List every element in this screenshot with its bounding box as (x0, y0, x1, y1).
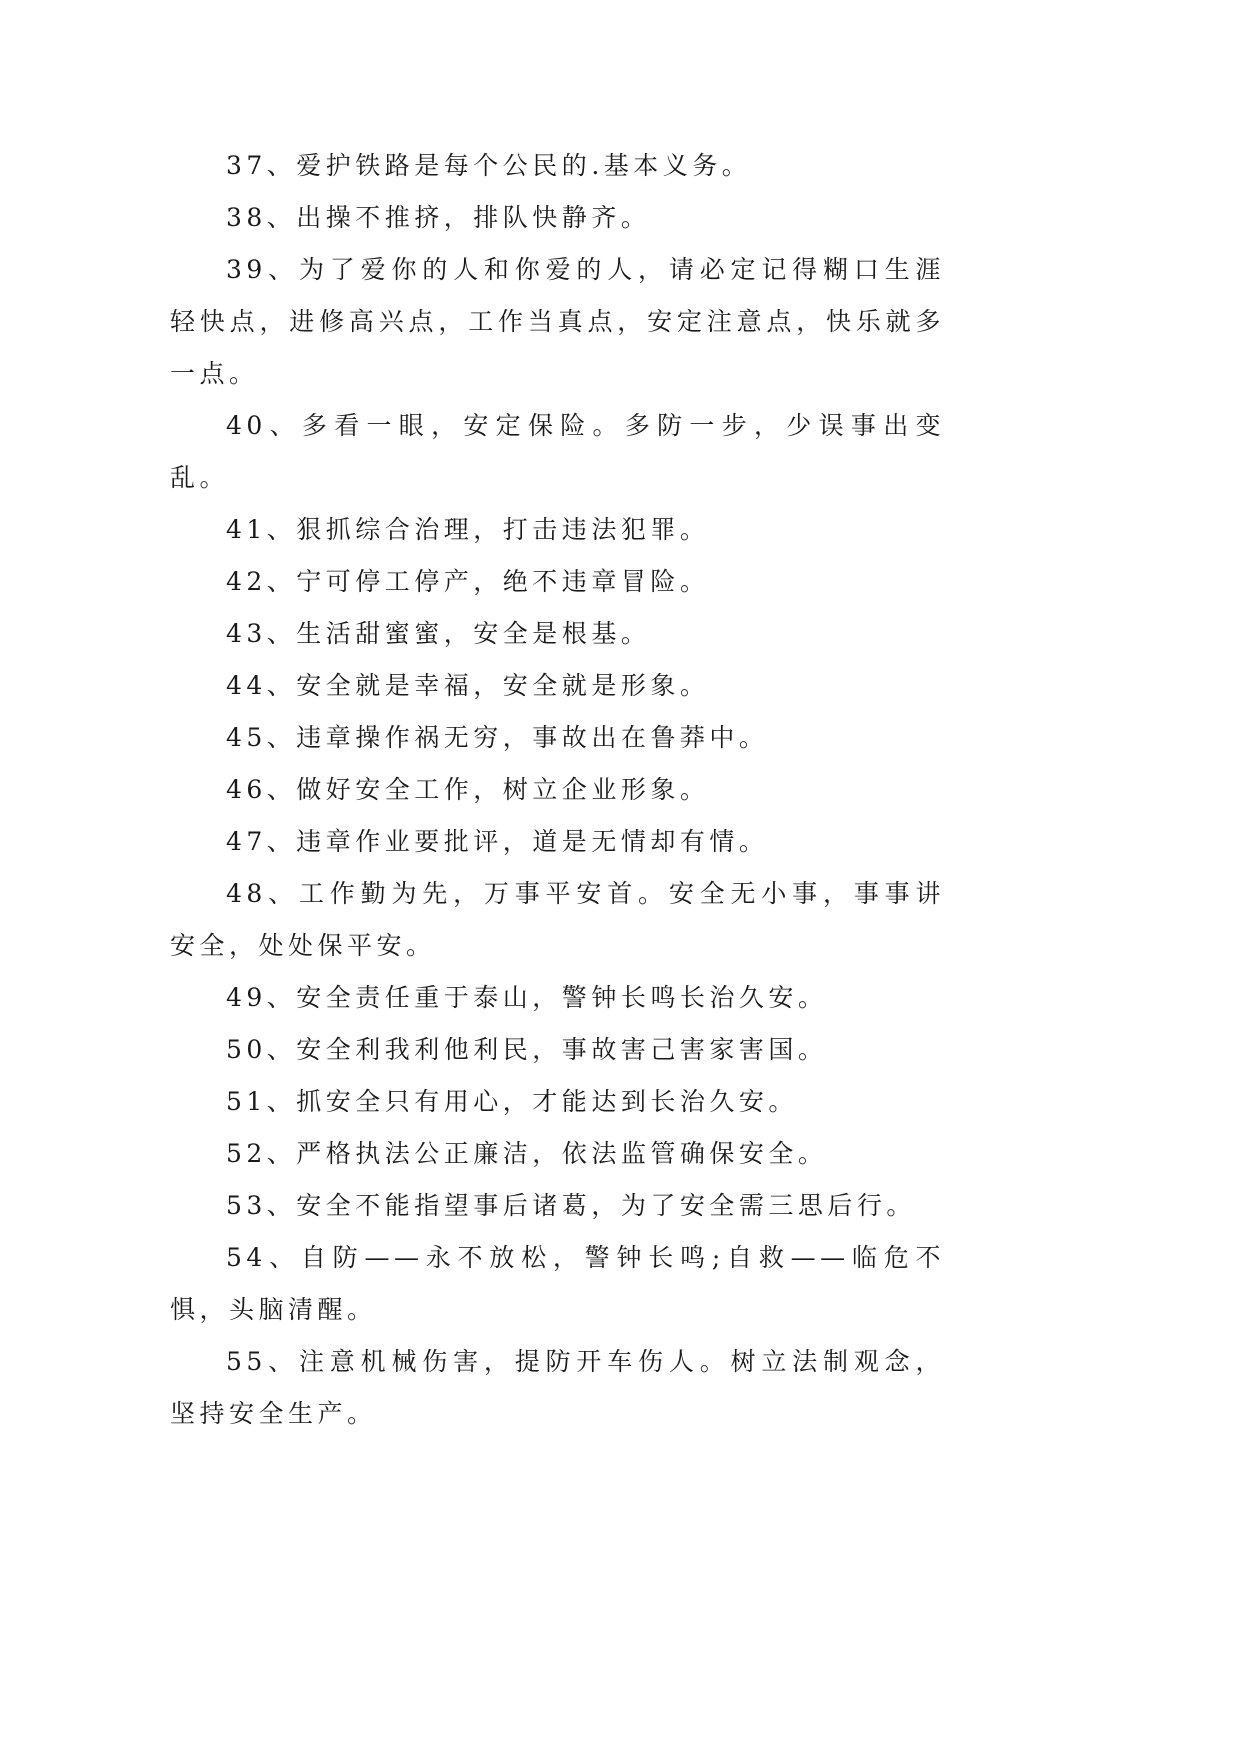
paragraph-47: 47、违章作业要批评，道是无情却有情。 (226, 827, 769, 856)
paragraph-41: 41、狠抓综合治理，打击违法犯罪。 (226, 515, 710, 544)
paragraph-55: 55、注意机械伤害，提防开车伤人。树立法制观念，坚持安全生产。 (170, 1347, 945, 1428)
document-body (170, 140, 945, 1440)
paragraph-50: 50、安全利我利他利民，事故害己害家害国。 (226, 1035, 828, 1064)
paragraph-48: 48、工作勤为先，万事平安首。安全无小事，事事讲安全，处处保平安。 (170, 879, 945, 960)
paragraph-53: 53、安全不能指望事后诸葛，为了安全需三思后行。 (226, 1191, 916, 1220)
paragraph-39: 39、为了爱你的人和你爱的人，请必定记得糊口生涯轻快点，进修高兴点，工作当真点，安定注意点，快乐就多一点。 (170, 255, 945, 388)
paragraph-44: 44、安全就是幸福，安全就是形象。 (226, 671, 710, 700)
paragraph-38: 38、出操不推挤，排队快静齐。 (226, 203, 651, 232)
paragraph-54: 54、自防——永不放松，警钟长鸣;自救——临危不惧，头脑清醒。 (170, 1243, 945, 1324)
paragraph-42: 42、宁可停工停产，绝不违章冒险。 (226, 567, 710, 596)
paragraph-45: 45、违章操作祸无穷，事故出在鲁莽中。 (226, 723, 769, 752)
paragraph-43: 43、生活甜蜜蜜，安全是根基。 (226, 619, 651, 648)
paragraph-52: 52、严格执法公正廉洁，依法监管确保安全。 (226, 1139, 828, 1168)
paragraph-40: 40、多看一眼，安定保险。多防一步，少误事出变乱。 (170, 411, 945, 492)
paragraph-51: 51、抓安全只有用心，才能达到长治久安。 (226, 1087, 798, 1116)
paragraph-49: 49、安全责任重于泰山，警钟长鸣长治久安。 (226, 983, 828, 1012)
paragraph-37: 37、爱护铁路是每个公民的.基本义务。 (226, 151, 752, 180)
paragraph-46: 46、做好安全工作，树立企业形象。 (226, 775, 710, 804)
